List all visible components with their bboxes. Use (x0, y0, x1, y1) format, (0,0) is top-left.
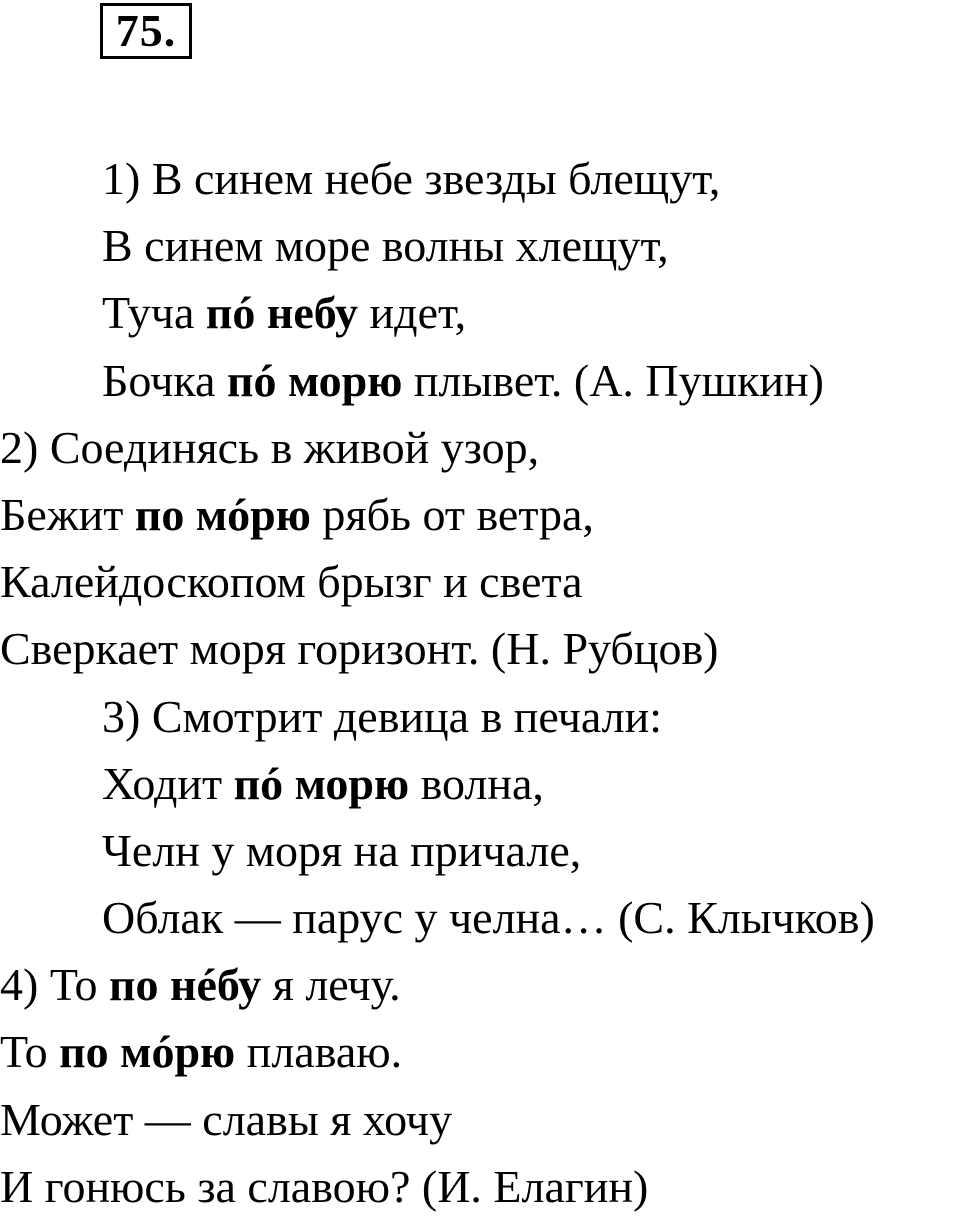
line-text: 3) Смотрит девица в печали: (102, 690, 662, 742)
stressed-phrase: пó морю (233, 757, 410, 809)
line-text: Челн у моря на причале, (102, 824, 582, 876)
poem-text (0, 145, 960, 1220)
poem-line (0, 951, 960, 1018)
line-text: Бежит (0, 488, 135, 540)
poem-line (0, 414, 960, 481)
line-text: Может — славы я хочу (0, 1093, 453, 1145)
line-text: плывет. (А. Пушкин) (402, 354, 824, 406)
poem-line (0, 347, 960, 414)
line-text: 2) Соединясь в живой узор, (0, 421, 540, 473)
task-number-box: 75. (100, 3, 192, 59)
poem-line (0, 279, 960, 346)
line-text: Бочка (102, 354, 227, 406)
poem-line (0, 145, 960, 212)
line-text: 1) В синем небе звезды блещут, (102, 153, 721, 204)
poem-line (0, 212, 960, 279)
line-text: 4) То (0, 959, 109, 1011)
line-text: плаваю. (235, 1026, 403, 1078)
line-text: И гонюсь за славою? (И. Елагин) (0, 1160, 649, 1212)
poem-line (0, 1086, 960, 1153)
poem-line (0, 817, 960, 884)
line-text: волна, (409, 757, 544, 809)
stressed-phrase: пó небу (205, 287, 359, 339)
stressed-phrase: по мóрю (134, 488, 311, 540)
poem-line (0, 884, 960, 951)
stressed-phrase: по нéбу (108, 959, 262, 1011)
line-text: Облак — парус у челна… (С. Клычков) (102, 892, 875, 944)
poem-line (0, 481, 960, 548)
line-text: То (0, 1026, 60, 1078)
line-text: идет, (358, 287, 467, 339)
line-text: Туча (102, 287, 206, 339)
poem-line (0, 548, 960, 615)
poem-line (0, 1018, 960, 1085)
line-text: Калейдоскопом брызг и света (0, 556, 583, 608)
poem-line (0, 1153, 960, 1220)
poem-line (0, 683, 960, 750)
line-text: рябь от ветра, (310, 488, 594, 540)
line-text: Сверкает моря горизонт. (Н. Рубцов) (0, 623, 719, 675)
line-text: В синем море волны хлещут, (102, 220, 669, 272)
stressed-phrase: по мóрю (59, 1026, 236, 1078)
poem-line (0, 615, 960, 682)
line-text: Ходит (102, 757, 234, 809)
stressed-phrase: пó морю (226, 354, 403, 406)
poem-line (0, 750, 960, 817)
line-text: я лечу. (261, 959, 401, 1011)
